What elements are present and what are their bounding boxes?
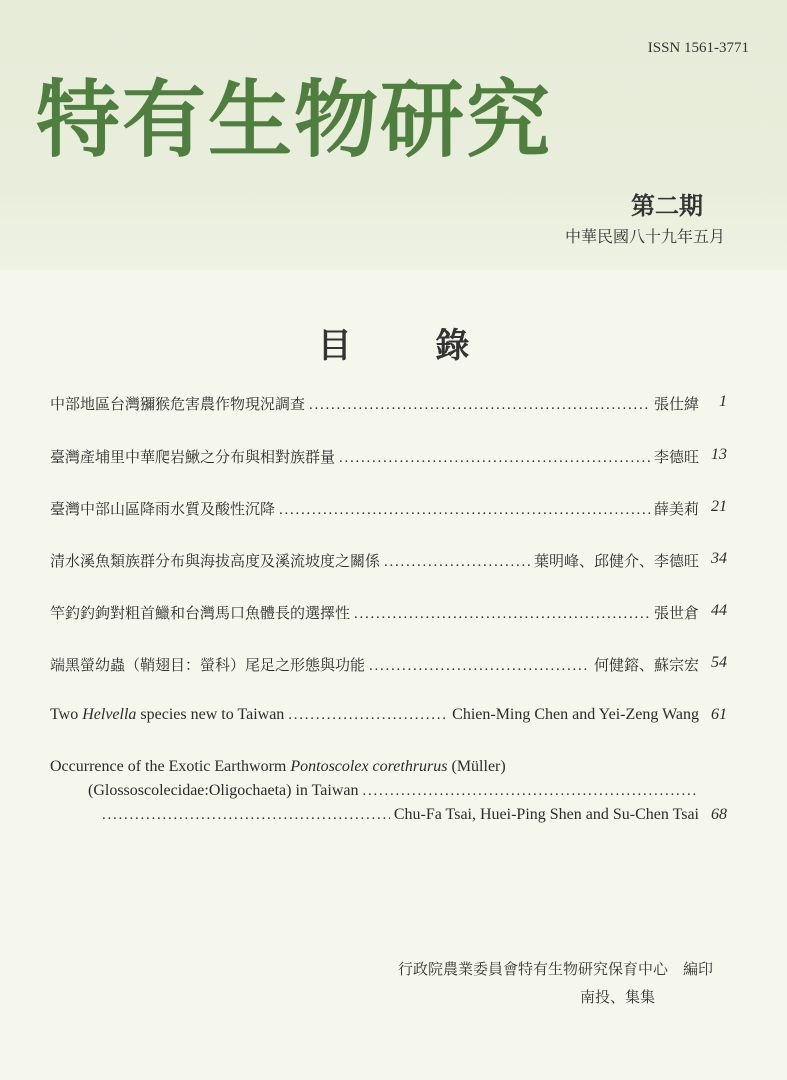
toc-heading: 目 錄 <box>317 326 506 366</box>
entry-title-line1: Occurrence of the Exotic Earthworm Pontoscolex corethrurus (Müller) <box>50 758 506 775</box>
toc-entry[interactable] <box>50 393 727 419</box>
publisher: 行政院農業委員會特有生物研究保育中心 編印 <box>397 960 713 978</box>
entry-title: 竿釣釣鉤對粗首鱲和台灣馬口魚體長的選擇性 <box>50 604 351 622</box>
entry-authors: 張仕緯 <box>653 395 699 413</box>
issn-number: ISSN 1561-3771 <box>647 40 749 56</box>
dot-leader <box>339 450 650 467</box>
dot-leader <box>369 658 590 675</box>
entry-authors: 何健鎔、蘇宗宏 <box>593 656 699 674</box>
entry-page: 34 <box>711 550 727 567</box>
toc-entry[interactable] <box>50 654 727 680</box>
entry-authors-line <box>50 806 727 832</box>
publication-place: 南投、集集 <box>579 988 655 1006</box>
entry-page: 44 <box>711 602 727 619</box>
entry-authors: 薛美莉 <box>653 500 699 518</box>
toc-entry[interactable] <box>50 446 727 472</box>
dot-leader <box>363 783 700 800</box>
entry-authors: Chu-Fa Tsai, Huei-Ping Shen and Su-Chen Tsai <box>393 806 699 823</box>
dot-leader <box>288 707 448 724</box>
entry-title: 端黑螢幼蟲（鞘翅目：螢科）尾足之形態與功能 <box>50 656 366 674</box>
entry-title: 清水溪魚類族群分布與海拔高度及溪流坡度之關係 <box>50 552 381 570</box>
dot-leader <box>279 502 650 519</box>
toc-entry[interactable] <box>50 602 727 628</box>
entry-authors: Chien-Ming Chen and Yei-Zeng Wang <box>452 706 699 723</box>
entry-page: 61 <box>711 706 727 723</box>
issue-number: 第二期 <box>631 191 703 220</box>
dot-leader <box>354 606 650 623</box>
entry-authors: 張世倉 <box>653 604 699 622</box>
journal-title: 特有生物研究 <box>36 71 553 169</box>
dot-leader <box>102 807 390 824</box>
toc-entry[interactable] <box>50 550 727 576</box>
toc-entry[interactable] <box>50 498 727 524</box>
entry-title-line2: (Glossoscolecidae:Oligochaeta) in Taiwan . . . <box>50 782 699 808</box>
toc-entry[interactable] <box>50 706 727 732</box>
entry-page: 54 <box>711 654 727 671</box>
entry-page: 1 <box>719 393 727 410</box>
entry-page: 21 <box>711 498 727 515</box>
entry-title: 臺灣產埔里中華爬岩鰍之分布與相對族群量 <box>50 448 336 466</box>
dot-leader <box>384 554 530 571</box>
entry-page: 13 <box>711 446 727 463</box>
entry-title: 臺灣中部山區降雨水質及酸性沉降 <box>50 500 276 518</box>
entry-authors: 葉明峰、邱健介、李德旺 <box>533 552 699 570</box>
dot-leader <box>309 397 650 414</box>
entry-page: 68 <box>711 806 727 823</box>
toc-entry-multiline[interactable] <box>50 758 727 832</box>
entry-title: 中部地區台灣獼猴危害農作物現況調查 <box>50 395 306 413</box>
entry-title: Two Helvella species new to Taiwan <box>50 706 285 723</box>
table-of-contents <box>50 393 727 832</box>
publication-date: 中華民國八十九年五月 <box>564 227 725 246</box>
entry-authors: 李德旺 <box>653 448 699 466</box>
